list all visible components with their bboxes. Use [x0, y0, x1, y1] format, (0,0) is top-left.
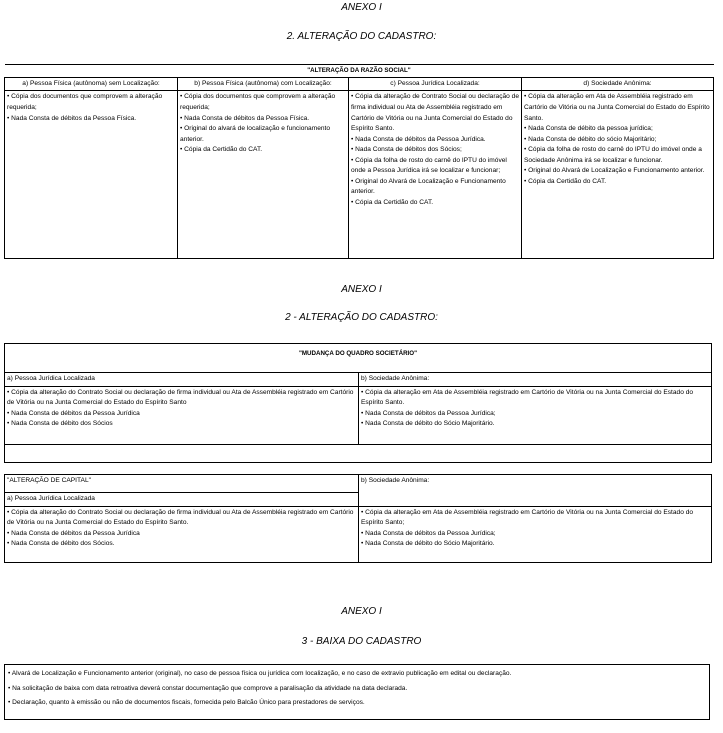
table-header: "ALTERAÇÃO DA RAZÃO SOCIAL"	[5, 65, 714, 78]
list-item: • Nada Consta de débito do sócio Majoritário;	[524, 135, 711, 146]
list-item: • Na solicitação de baixa com data retroativa deverá constar documentação que comprove a paralisação da atividade na data declarada.	[8, 684, 706, 695]
list-item: • Original do Alvará de Localização e Funcionamento anterior.	[351, 177, 519, 198]
list-item: • Cópia da Certidão do CAT.	[351, 198, 519, 209]
list-item: • Nada Consta de débito do Sócio Majoritário.	[361, 539, 709, 550]
section-title-2: 2 - ALTERAÇÃO DO CADASTRO:	[285, 312, 438, 323]
list-item: • Cópia da alteração em Ata de Assembléia registrado em Cartório de Vitória ou na Junta Comercial do Estado do Espírito Santo;	[361, 508, 709, 529]
list-item: • Cópia da alteração em Ata de Assembléia registrado em Cartório de Vitória ou na Junta Comercial do Estado do Espírito Santo.	[524, 92, 711, 124]
list-item: • Nada Consta de débito do Sócio Majoritário.	[361, 419, 709, 430]
cell-a	[5, 386, 359, 444]
list-item: • Nada Consta de débitos da Pessoa Jurídica;	[361, 409, 709, 420]
annex-heading-2: ANEXO I	[341, 284, 382, 295]
list-item: • Cópia da alteração do Contrato Social ou declaração de firma individual ou Ata de Assembléia registrado em Cartório de Vitória ou na Junta Comercial do Estado do Espírito Santo	[7, 388, 356, 409]
table-razao-social	[4, 64, 714, 259]
list-item: • Nada Consta de débitos da Pessoa Jurídica	[7, 409, 356, 420]
cell-d	[522, 91, 714, 259]
col-header-c: c) Pessoa Jurídica Localizada:	[349, 77, 522, 91]
section-title-1: 2. ALTERAÇÃO DO CADASTRO:	[286, 31, 437, 42]
list-item: • Cópia da Certidão do CAT.	[524, 177, 711, 188]
list-item: • Nada Consta de débitos da Pessoa Jurídica.	[351, 135, 519, 146]
col-header-b: b) Sociedade Anônima:	[359, 373, 712, 387]
list-item: • Nada Consta de débito da pessoa jurídica;	[524, 124, 711, 135]
list-item: • Nada Consta de débitos da Pessoa Física.	[7, 114, 175, 125]
box-baixa-cadastro	[4, 664, 710, 720]
col-header-a: a) Pessoa Física (autônoma) sem Localização:	[5, 77, 178, 91]
list-item: • Cópia da Certidão do CAT.	[180, 145, 346, 156]
list-item: • Cópia da folha de rosto do carnê do IPTU do imóvel onde a Pessoa Jurídica irá se localizar e funcionar;	[351, 156, 519, 177]
cell-b	[359, 506, 712, 562]
cell-b	[178, 91, 349, 259]
list-item: • Nada Consta de débitos da Pessoa Jurídica;	[361, 529, 709, 540]
list-item: • Cópia da alteração em Ata de Assembléia registrado em Cartório de Vitória ou na Junta Comercial do Estado do Espírito Santo.	[361, 388, 709, 409]
col-header-d: d) Sociedade Anônima:	[522, 77, 714, 91]
list-item: • Original do alvará de localização e funcionamento anterior.	[180, 124, 346, 145]
list-item: • Cópia da folha de rosto do carnê do IPTU do imóvel onde a Sociedade Anônima irá se localizar e funcionar.	[524, 145, 711, 166]
col-header-a: a) Pessoa Jurídica Localizada	[5, 373, 359, 387]
cell-a	[5, 91, 178, 259]
table-quadro-societario	[4, 372, 712, 445]
annex-heading-1: ANEXO I	[341, 2, 382, 13]
cell-c	[349, 91, 522, 259]
box-header: "MUDANÇA DO QUADRO SOCIETÁRIO"	[298, 350, 418, 357]
list-item: • Nada Consta de débito dos Sócios	[7, 419, 356, 430]
list-item: • Nada Consta de débitos da Pessoa Física.	[180, 114, 346, 125]
list-item: • Cópia da alteração do Contrato Social ou declaração de firma individual ou Ata de Assembléia registrado em Cartório de Vitória ou na Junta Comercial do Estado do Espírito Santo.	[7, 508, 356, 529]
list-item: • Original do Alvará de Localização e Funcionamento anterior.	[524, 166, 711, 177]
list-item: • Declaração, quanto à emissão ou não de documentos fiscais, fornecida pelo Balcão Único para prestadores de serviços.	[8, 698, 706, 709]
table-alteracao-capital	[4, 474, 712, 563]
cell-b	[359, 386, 712, 444]
list-item: • Nada Consta de débitos da Pessoa Jurídica	[7, 529, 356, 540]
list-item: • Nada Consta de débito dos Sócios.	[7, 539, 356, 550]
list-item: • Cópia dos documentos que comprovem a alteração requerida;	[7, 92, 175, 113]
cell-a	[5, 506, 359, 562]
col-header-b: b) Sociedade Anônima:	[359, 475, 712, 507]
list-item: • Cópia dos documentos que comprovem a alteração requerida;	[180, 92, 346, 113]
list-item: • Alvará de Localização e Funcionamento anterior (original), no caso de pessoa física ou jurídica com localização, e no caso de extravio publicação em edital ou declaração.	[8, 669, 706, 680]
table-header: "ALTERAÇÃO DE CAPITAL"	[5, 475, 359, 493]
col-header-b: b) Pessoa Física (autônoma) com Localização:	[178, 77, 349, 91]
annex-heading-3: ANEXO I	[341, 606, 382, 617]
col-header-a: a) Pessoa Jurídica Localizada	[5, 493, 359, 507]
list-item: • Nada Consta de débitos dos Sócios;	[351, 145, 519, 156]
list-item: • Cópia da alteração de Contrato Social ou declaração de firma individual ou Ata de Assembléia registrado em Cartório de Vitória ou na Junta Comercial do Estado do Espírito Santo.	[351, 92, 519, 134]
section-title-3: 3 - BAIXA DO CADASTRO	[301, 636, 422, 647]
